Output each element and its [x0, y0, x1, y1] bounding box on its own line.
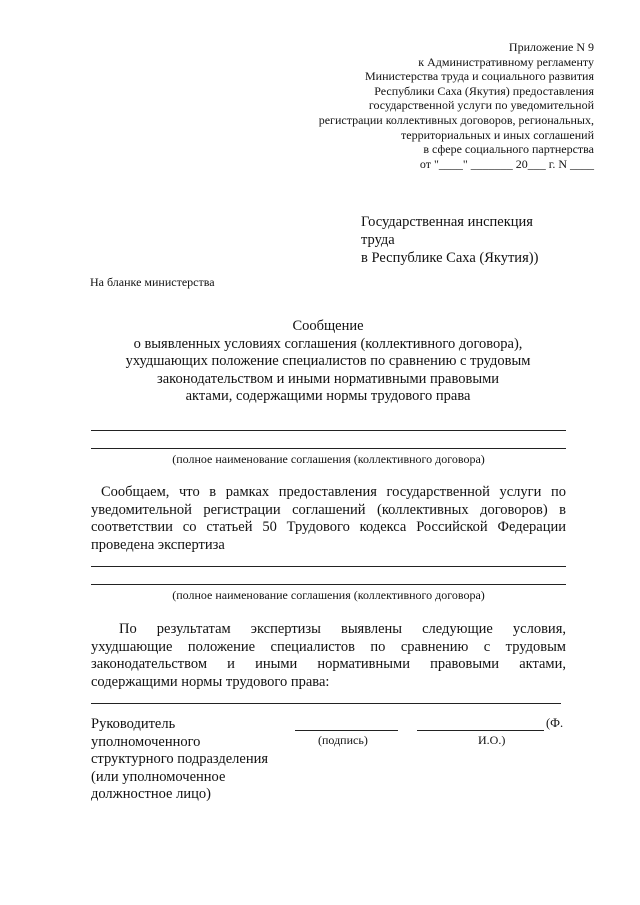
title-line: ухудшающих положение специалистов по сравнению с трудовым: [125, 353, 531, 369]
paragraph-line: законодательством и иными нормативными правовыми актами,: [91, 656, 566, 673]
signer-line: Руководитель: [91, 716, 176, 732]
signature-caption: (подпись): [318, 733, 368, 747]
addressee-line: в Республике Саха (Якутия)): [361, 250, 539, 266]
appendix-line: от "____" _______ 20___ г. N ____: [419, 156, 594, 171]
addressee-line: Государственная инспекция: [361, 214, 533, 230]
signer-line: уполномоченного: [91, 733, 201, 750]
agreement-name-caption: (полное наименование соглашения (коллективного договора): [172, 588, 485, 602]
fill-in-line: [91, 566, 566, 567]
paragraph-line: соответствии со статьей 50 Трудового кодекса Российской Федерации: [91, 519, 566, 536]
appendix-line: государственной услуги по уведомительной: [368, 98, 594, 113]
paragraph-line: Сообщаем, что в рамках предоставления государственной услуги по: [101, 484, 566, 500]
appendix-line: территориальных и иных соглашений: [401, 127, 594, 142]
agreement-name-caption: (полное наименование соглашения (коллективного договора): [172, 452, 485, 466]
title-line: о выявленных условиях соглашения (коллективного договора),: [133, 335, 523, 352]
appendix-line: регистрации коллективных договоров, региональных,: [318, 112, 594, 127]
title-line: законодательством и иными нормативными правовыми: [156, 370, 500, 387]
paragraph-line: содержащими нормы трудового права:: [91, 673, 330, 690]
title-line: актами, содержащими нормы трудового права: [185, 388, 471, 404]
appendix-line: к Административному регламенту: [418, 54, 594, 69]
letterhead-note: На бланке министерства: [90, 275, 215, 289]
fill-in-line: [91, 703, 561, 704]
addressee-line: труда: [361, 232, 395, 248]
paragraph-findings: [91, 621, 566, 691]
signer-line: должностное лицо): [91, 786, 211, 803]
signer-line: (или уполномоченное: [91, 768, 226, 785]
appendix-line: Приложение N 9: [508, 40, 594, 54]
fill-in-line: [91, 584, 566, 585]
fill-in-line: [91, 430, 566, 431]
fio-caption: И.О.): [478, 733, 506, 747]
appendix-line: в сфере социального партнерства: [423, 142, 594, 157]
signature-line: [295, 730, 398, 731]
fill-in-line: [91, 448, 566, 449]
paragraph-notice: [91, 484, 566, 554]
signer-line: структурного подразделения: [91, 751, 269, 768]
signer-title: [91, 716, 268, 804]
appendix-line: Министерства труда и социального развития: [364, 69, 594, 84]
fio-label: (Ф.: [546, 716, 564, 730]
fio-line: [417, 730, 544, 731]
paragraph-line: ухудшающие положение специалистов по сравнению с трудовым: [91, 638, 566, 655]
paragraph-line: проведена экспертиза: [91, 536, 225, 553]
document-title: [90, 318, 566, 406]
addressee-block: [361, 213, 538, 267]
paragraph-line: По результатам экспертизы выявлены следующие условия,: [119, 621, 566, 637]
paragraph-line: уведомительной регистрации соглашений (коллективных договоров) в: [91, 501, 566, 518]
title-line: Сообщение: [292, 318, 364, 334]
appendix-header: [264, 40, 594, 171]
appendix-line: Республики Саха (Якутия) предоставления: [374, 83, 594, 98]
